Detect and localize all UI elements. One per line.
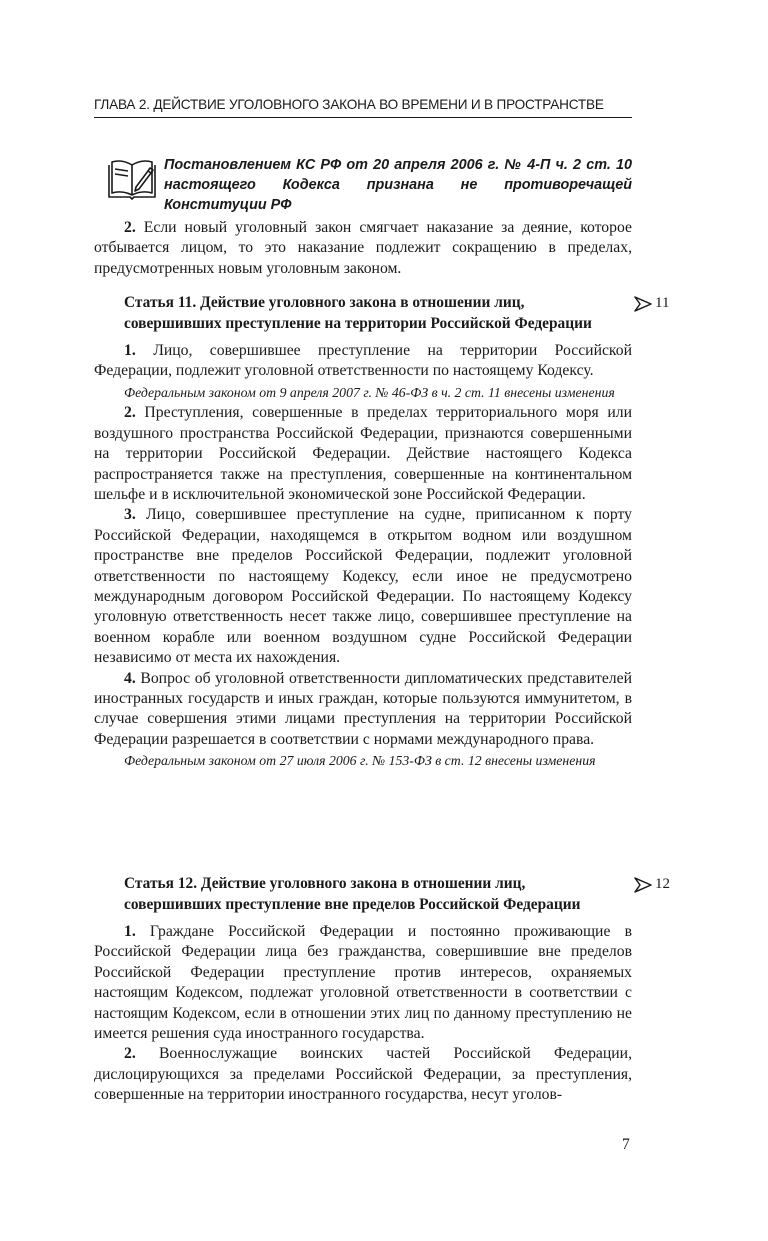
article-11-part-4 [94, 669, 632, 751]
arrow-marker-icon [634, 296, 652, 312]
part-number: 4. [124, 669, 136, 687]
article-11-title-line-2: совершивших преступление на территории Российской Федерации [124, 315, 592, 332]
amendment-note-2: Федеральным законом от 27 июля 2006 г. № 153-ФЗ в ст. 12 внесены изменения [124, 753, 596, 769]
part-number: 2. [124, 404, 136, 422]
article-12-part-2 [94, 1044, 632, 1105]
amendment-note-1: Федеральным законом от 9 апреля 2007 г. № 46-ФЗ в ч. 2 ст. 11 внесены изменения [124, 384, 615, 400]
court-ruling-note [106, 155, 632, 213]
part-number: 3. [124, 506, 136, 524]
part-number: 1. [124, 342, 136, 359]
article-12-heading [94, 873, 670, 915]
article-12-marker[interactable] [634, 874, 670, 895]
part-text: Граждане Российской Федерации и постоянно проживающие в Российской Федерации лица без гражданства, совершившие вне пределов Российской Федерации преступление против интересов, охраняемых настоящим Кодексом, подлежат уголовной ответственности в соответствии с настоящим Кодексом, если в отношении этих лиц по данному преступлению не имеется решения суда иностранного государства. [94, 923, 632, 1043]
article-10-continuation [94, 218, 632, 279]
part-text: Вопрос об уголовной ответственности дипломатических представителей иностранных государств и иных граждан, которые пользуются иммунитетом, в случае совершения этими лицами преступления на территории Российской Федерации разрешается в соответствии с нормами международного права. [94, 669, 632, 748]
article-12-title-line-1: Статья 12. Действие уголовного закона в отношении лиц, [124, 875, 526, 892]
article-11-part-1 [94, 341, 632, 382]
article-11-part-2 [94, 403, 632, 505]
article-11-part-3 [94, 505, 632, 668]
part-text: Если новый уголовный закон смягчает наказание за деяние, которое отбывается лицом, то это наказание подлежит сокращению в пределах, предусмотренных новым уголовным законом. [94, 219, 632, 277]
arrow-marker-icon [634, 877, 652, 893]
part-text: Лицо, совершившее преступление на территории Российской Федерации, подлежит уголовной ответственности по настоящему Кодексу. [94, 342, 632, 380]
part-text: Военнослужащие воинских частей Российской Федерации, дислоцирующихся за пределами Российской Федерации, за преступления, совершенные на территории иностранного государства, несут уголов- [94, 1045, 632, 1104]
article-12-title-line-2: совершивших преступление вне пределов Российской Федерации [124, 896, 581, 913]
article-11 [94, 292, 670, 771]
court-ruling-note-text: Постановлением КС РФ от 20 апреля 2006 г. № 4-П ч. 2 ст. 10 настоящего Кодекса признана не противоречащей Конституции РФ [164, 157, 632, 213]
part-number: 2. [124, 219, 136, 236]
article-11-heading [94, 292, 670, 334]
article-12 [94, 873, 670, 1106]
part-text: Преступления, совершенные в пределах территориального моря или воздушного пространства Российской Федерации, признаются совершенными на территории Российской Федерации. Действие настоящего Кодекса распространяется также на преступления, совершенные на континентальном шельфе и в исключительной экономической зоне Российской Федерации. [94, 404, 632, 503]
article-10-part-2 [94, 218, 632, 279]
running-header: ГЛАВА 2. ДЕЙСТВИЕ УГОЛОВНОГО ЗАКОНА ВО ВРЕМЕНИ И В ПРОСТРАНСТВЕ [94, 97, 632, 118]
article-11-title-line-1: Статья 11. Действие уголовного закона в отношении лиц, [124, 294, 525, 311]
page-number: 7 [622, 1136, 630, 1153]
part-number: 2. [124, 1045, 136, 1063]
article-12-marker-number: 12 [655, 876, 670, 892]
article-11-marker[interactable] [634, 293, 669, 314]
article-12-part-1 [94, 922, 632, 1044]
book-pencil-icon [106, 157, 158, 201]
part-text: Лицо, совершившее преступление на судне, приписанном к порту Российской Федерации, находящемся в открытом водном или воздушном пространстве вне пределов Российской Федерации, подлежит уголовной ответственности по настоящему Кодексу, если иное не предусмотрено международным договором Российской Федерации. По настоящему Кодексу уголовную ответственность несет также лицо, совершившее преступление на военном корабле или военном воздушном судне Российской Федерации независимо от места их нахождения. [94, 506, 632, 667]
part-number: 1. [124, 923, 136, 940]
article-11-marker-number: 11 [655, 295, 670, 311]
